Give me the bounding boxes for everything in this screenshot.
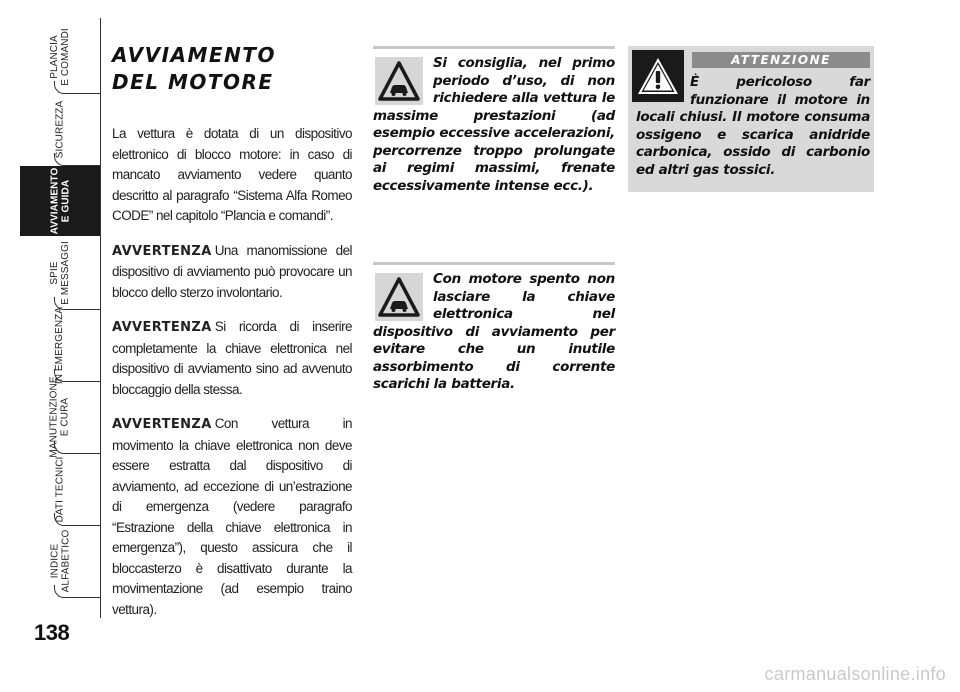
page-number: 138 <box>34 620 70 645</box>
note-text: Con motore spento non lasciare la chiave elettronica nel dispositivo di avviamento per evitare che un inutile assorbimento di corrente scarichi la batteria. <box>373 271 615 392</box>
chapter-tab-label-line: E CURA <box>60 397 72 437</box>
car-warning-icon <box>375 273 423 321</box>
chapter-tab-label-line: E COMANDI <box>59 28 71 86</box>
chapter-tab-label-line: INDICE <box>49 543 60 579</box>
chapter-tab-label-line: SICUREZZA <box>54 100 66 158</box>
main-column <box>112 42 352 634</box>
chapter-tab[interactable] <box>20 166 100 236</box>
warning-label: AVVERTENZA <box>112 417 212 432</box>
warning-label: AVVERTENZA <box>112 243 212 259</box>
attention-header: ATTENZIONE <box>692 52 870 68</box>
chapter-tab-separator <box>54 81 101 94</box>
warning-text: Si ricorda di inserire completamente la chiave elettronica nel dispositivo di avviamento sino ad avvenuto bloccaggio della stessa. <box>112 319 352 397</box>
intro-paragraph: La vettura è dotata di un dispositivo elettronico di blocco motore: in caso di mancato avviamento vedere quanto descritto al paragrafo “Sistema Alfa Romeo CODE” nel capitolo “Plancia e comandi”. <box>112 126 352 223</box>
chapter-tab[interactable] <box>20 22 100 92</box>
tabs-divider <box>100 18 101 618</box>
warning-text: Con vettura in movimento la chiave elettronica non deve essere estratta dal dispositivo di avviamento, ad eccezione di un’estrazione di emergenza (vedere paragrafo “Estrazione della chiave elettronica in emergenza”), questo assicura che il bloccasterzo è disattivato durante la movimentazione (ad esempio traino vettura). <box>112 416 352 617</box>
chapter-tab-label-line: AVVIAMENTO <box>49 167 60 235</box>
chapter-tab-label <box>49 168 71 235</box>
chapter-tab-separator <box>54 513 101 526</box>
chapter-tabs <box>20 18 100 618</box>
chapter-tab-label-line: IN EMERGENZA <box>54 306 66 384</box>
chapter-tab[interactable] <box>20 238 100 308</box>
footer-watermark: carmanualsonline.info <box>764 664 946 684</box>
warning-label: AVVERTENZA <box>112 320 212 335</box>
chapter-tab-label-line: E GUIDA <box>60 179 71 223</box>
chapter-tab[interactable] <box>20 94 100 164</box>
chapter-tab-separator <box>54 441 101 454</box>
chapter-tab-label <box>49 241 71 305</box>
note-text: Si consiglia, nel primo periodo d’uso, di non richiedere alla vettura le massime prestazioni (ad esempio eccessive accelerazioni, percorrenze troppo prolungate ai regimi massimi, frenate eccessivamente intense ecc.). <box>373 55 615 194</box>
warning-paragraph-1 <box>112 241 352 304</box>
chapter-tab[interactable] <box>20 306 100 384</box>
chapter-tab-label-line: MANUTENZIONE <box>49 376 61 458</box>
section-title-line2: DEL MOTORE <box>112 70 274 94</box>
note-rule <box>373 46 615 49</box>
chapter-tab-label-line: SPIE <box>48 261 60 285</box>
chapter-tab[interactable] <box>20 376 100 458</box>
warning-paragraph-3 <box>112 414 352 620</box>
chapter-tab-separator <box>54 153 101 166</box>
warning-paragraph-2 <box>112 317 352 400</box>
section-title-line1: AVVIAMENTO <box>112 43 276 67</box>
note-rule <box>373 262 615 265</box>
chapter-tab[interactable] <box>20 526 100 596</box>
chapter-tab-label <box>49 28 71 86</box>
chapter-tab[interactable] <box>20 454 100 524</box>
chapter-tab-label-line: PLANCIA <box>48 35 60 79</box>
chapter-tab-label-line: E MESSAGGI <box>59 241 71 305</box>
chapter-tab-label <box>49 530 71 593</box>
attention-box <box>628 46 874 192</box>
chapter-tab-label-line: ALFABETICO <box>60 529 71 593</box>
note-performance <box>373 46 615 195</box>
warning-text: Una manomissione del dispositivo di avviamento può provocare un blocco dello sterzo involontario. <box>112 242 352 300</box>
note-battery <box>373 262 615 394</box>
chapter-tab-label <box>54 100 65 158</box>
chapter-tab-label-line: DATI TECNICI <box>54 456 66 522</box>
car-warning-icon <box>375 57 423 105</box>
section-title <box>112 42 352 96</box>
attention-text: È pericoloso far funzionare il motore in locali chiusi. Il motore consuma ossigeno e scarica anidride carbonica, ossido di carbonio ed altri gas tossici. <box>636 74 870 178</box>
chapter-tab-separator <box>54 585 101 598</box>
